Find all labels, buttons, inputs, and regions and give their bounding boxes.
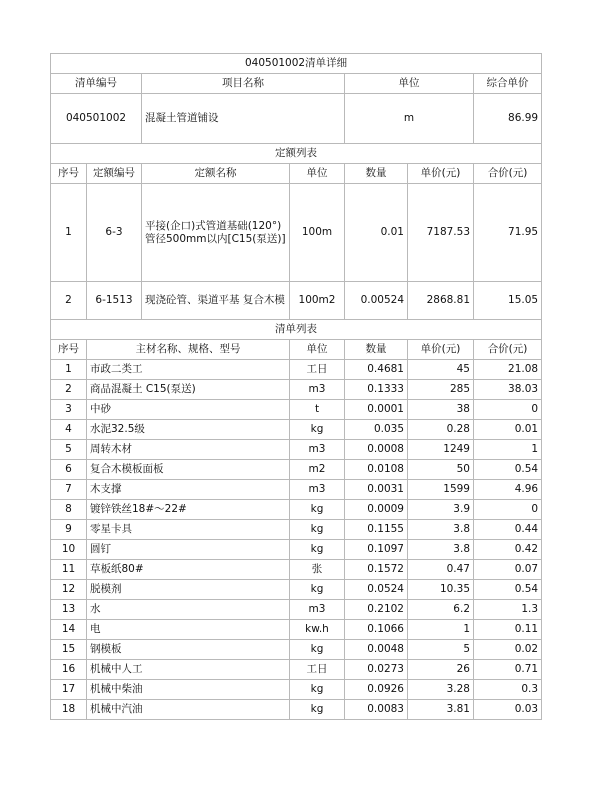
material-row xyxy=(51,560,542,580)
material-name: 脱模剂 xyxy=(87,580,290,600)
material-price: 26 xyxy=(408,660,474,680)
material-row xyxy=(51,580,542,600)
material-row xyxy=(51,620,542,640)
material-qty: 0.0048 xyxy=(345,640,408,660)
material-name: 商品混凝土 C15(泵送) xyxy=(87,380,290,400)
bill-name: 混凝土管道铺设 xyxy=(142,94,345,144)
material-seq-header: 序号 xyxy=(51,340,87,360)
quota-total-header: 合价(元) xyxy=(474,164,542,184)
material-total: 0.02 xyxy=(474,640,542,660)
material-total-header: 合价(元) xyxy=(474,340,542,360)
material-unit: t xyxy=(290,400,345,420)
material-name: 零星卡具 xyxy=(87,520,290,540)
material-row xyxy=(51,420,542,440)
material-qty: 0.1333 xyxy=(345,380,408,400)
material-seq: 7 xyxy=(51,480,87,500)
material-price-header: 单价(元) xyxy=(408,340,474,360)
material-name: 机械中柴油 xyxy=(87,680,290,700)
material-seq: 6 xyxy=(51,460,87,480)
material-name-header: 主材名称、规格、型号 xyxy=(87,340,290,360)
material-name: 水 xyxy=(87,600,290,620)
material-seq: 2 xyxy=(51,380,87,400)
quota-name: 平接(企口)式管道基础(120°)管径500mm以内[C15(泵送)] xyxy=(142,184,290,282)
material-unit: kg xyxy=(290,580,345,600)
material-total: 0.3 xyxy=(474,680,542,700)
bill-price-header: 综合单价 xyxy=(474,74,542,94)
material-seq: 4 xyxy=(51,420,87,440)
material-total: 0.01 xyxy=(474,420,542,440)
material-total: 0.42 xyxy=(474,540,542,560)
material-qty: 0.1066 xyxy=(345,620,408,640)
material-seq: 18 xyxy=(51,700,87,720)
material-name: 机械中人工 xyxy=(87,660,290,680)
material-unit: m3 xyxy=(290,600,345,620)
material-price: 0.28 xyxy=(408,420,474,440)
material-qty: 0.4681 xyxy=(345,360,408,380)
material-list xyxy=(51,360,542,720)
material-unit: m3 xyxy=(290,480,345,500)
material-seq: 15 xyxy=(51,640,87,660)
quota-section-title: 定额列表 xyxy=(51,144,542,164)
quota-qty-header: 数量 xyxy=(345,164,408,184)
material-total: 1.3 xyxy=(474,600,542,620)
material-price: 1 xyxy=(408,620,474,640)
quota-code: 6-1513 xyxy=(87,282,142,320)
material-total: 0 xyxy=(474,500,542,520)
material-unit: 张 xyxy=(290,560,345,580)
quota-code-header: 定额编号 xyxy=(87,164,142,184)
material-name: 中砂 xyxy=(87,400,290,420)
material-price: 0.47 xyxy=(408,560,474,580)
material-qty: 0.0926 xyxy=(345,680,408,700)
material-seq: 3 xyxy=(51,400,87,420)
material-qty: 0.2102 xyxy=(345,600,408,620)
material-unit: kg xyxy=(290,420,345,440)
material-name: 电 xyxy=(87,620,290,640)
material-row xyxy=(51,460,542,480)
material-unit: kg xyxy=(290,640,345,660)
material-name: 钢模板 xyxy=(87,640,290,660)
material-qty: 0.1155 xyxy=(345,520,408,540)
material-section-title: 清单列表 xyxy=(51,320,542,340)
quota-code: 6-3 xyxy=(87,184,142,282)
material-row xyxy=(51,440,542,460)
material-row xyxy=(51,360,542,380)
material-row xyxy=(51,380,542,400)
quota-seq: 2 xyxy=(51,282,87,320)
material-price: 1249 xyxy=(408,440,474,460)
material-row xyxy=(51,660,542,680)
material-unit: kg xyxy=(290,540,345,560)
material-price: 3.8 xyxy=(408,540,474,560)
quota-total: 15.05 xyxy=(474,282,542,320)
material-unit: kg xyxy=(290,700,345,720)
material-qty: 0.0001 xyxy=(345,400,408,420)
material-total: 0.54 xyxy=(474,460,542,480)
material-unit: kg xyxy=(290,680,345,700)
quota-seq-header: 序号 xyxy=(51,164,87,184)
material-row xyxy=(51,600,542,620)
bill-header-row xyxy=(51,74,542,94)
bill-detail-table xyxy=(50,53,542,720)
quota-unit: 100m xyxy=(290,184,345,282)
material-qty: 0.0083 xyxy=(345,700,408,720)
quota-name: 现浇砼管、渠道平基 复合木模 xyxy=(142,282,290,320)
bill-unit: m xyxy=(345,94,474,144)
material-row xyxy=(51,480,542,500)
material-price: 3.81 xyxy=(408,700,474,720)
material-unit: 工日 xyxy=(290,360,345,380)
material-total: 1 xyxy=(474,440,542,460)
material-qty: 0.1572 xyxy=(345,560,408,580)
material-unit: 工日 xyxy=(290,660,345,680)
material-seq: 10 xyxy=(51,540,87,560)
quota-name-header: 定额名称 xyxy=(142,164,290,184)
material-seq: 11 xyxy=(51,560,87,580)
quota-qty: 0.00524 xyxy=(345,282,408,320)
quota-row xyxy=(51,282,542,320)
material-qty: 0.1097 xyxy=(345,540,408,560)
material-qty-header: 数量 xyxy=(345,340,408,360)
material-total: 0 xyxy=(474,400,542,420)
material-seq: 13 xyxy=(51,600,87,620)
material-seq: 1 xyxy=(51,360,87,380)
material-row xyxy=(51,400,542,420)
material-seq: 12 xyxy=(51,580,87,600)
title-row xyxy=(51,54,542,74)
material-name: 圆钉 xyxy=(87,540,290,560)
quota-section-row xyxy=(51,144,542,164)
material-qty: 0.0009 xyxy=(345,500,408,520)
material-price: 45 xyxy=(408,360,474,380)
quota-price: 2868.81 xyxy=(408,282,474,320)
material-name: 复合木模板面板 xyxy=(87,460,290,480)
quota-qty: 0.01 xyxy=(345,184,408,282)
material-total: 0.11 xyxy=(474,620,542,640)
quota-price: 7187.53 xyxy=(408,184,474,282)
material-total: 4.96 xyxy=(474,480,542,500)
quota-unit: 100m2 xyxy=(290,282,345,320)
material-price: 1599 xyxy=(408,480,474,500)
quota-row xyxy=(51,184,542,282)
material-row xyxy=(51,500,542,520)
material-price: 38 xyxy=(408,400,474,420)
material-seq: 14 xyxy=(51,620,87,640)
material-name: 水泥32.5级 xyxy=(87,420,290,440)
material-name: 木支撑 xyxy=(87,480,290,500)
material-qty: 0.0524 xyxy=(345,580,408,600)
material-qty: 0.035 xyxy=(345,420,408,440)
material-unit: m2 xyxy=(290,460,345,480)
quota-seq: 1 xyxy=(51,184,87,282)
material-price: 6.2 xyxy=(408,600,474,620)
material-name: 镀锌铁丝18#～22# xyxy=(87,500,290,520)
material-qty: 0.0031 xyxy=(345,480,408,500)
quota-total: 71.95 xyxy=(474,184,542,282)
sheet-title: 040501002清单详细 xyxy=(51,54,542,74)
bill-unit-header: 单位 xyxy=(345,74,474,94)
material-name: 机械中汽油 xyxy=(87,700,290,720)
bill-code-header: 清单编号 xyxy=(51,74,142,94)
bill-price: 86.99 xyxy=(474,94,542,144)
material-total: 0.44 xyxy=(474,520,542,540)
material-price: 10.35 xyxy=(408,580,474,600)
material-total: 0.07 xyxy=(474,560,542,580)
material-price: 3.28 xyxy=(408,680,474,700)
material-total: 0.03 xyxy=(474,700,542,720)
material-name: 周转木材 xyxy=(87,440,290,460)
material-total: 0.54 xyxy=(474,580,542,600)
material-qty: 0.0273 xyxy=(345,660,408,680)
material-seq: 9 xyxy=(51,520,87,540)
material-unit: m3 xyxy=(290,380,345,400)
material-seq: 17 xyxy=(51,680,87,700)
material-price: 50 xyxy=(408,460,474,480)
material-total: 21.08 xyxy=(474,360,542,380)
quota-unit-header: 单位 xyxy=(290,164,345,184)
bill-name-header: 项目名称 xyxy=(142,74,345,94)
material-name: 市政二类工 xyxy=(87,360,290,380)
material-unit: kw.h xyxy=(290,620,345,640)
material-row xyxy=(51,640,542,660)
material-price: 3.9 xyxy=(408,500,474,520)
material-qty: 0.0008 xyxy=(345,440,408,460)
material-row xyxy=(51,680,542,700)
material-name: 草板纸80# xyxy=(87,560,290,580)
quota-header-row xyxy=(51,164,542,184)
material-price: 3.8 xyxy=(408,520,474,540)
material-price: 5 xyxy=(408,640,474,660)
material-unit-header: 单位 xyxy=(290,340,345,360)
material-qty: 0.0108 xyxy=(345,460,408,480)
material-unit: kg xyxy=(290,500,345,520)
material-total: 0.71 xyxy=(474,660,542,680)
material-unit: m3 xyxy=(290,440,345,460)
quota-price-header: 单价(元) xyxy=(408,164,474,184)
bill-code: 040501002 xyxy=(51,94,142,144)
material-seq: 8 xyxy=(51,500,87,520)
material-seq: 5 xyxy=(51,440,87,460)
material-row xyxy=(51,540,542,560)
bill-detail-sheet xyxy=(50,53,541,720)
material-unit: kg xyxy=(290,520,345,540)
material-row xyxy=(51,700,542,720)
material-row xyxy=(51,520,542,540)
material-seq: 16 xyxy=(51,660,87,680)
bill-row xyxy=(51,94,542,144)
material-section-row xyxy=(51,320,542,340)
material-price: 285 xyxy=(408,380,474,400)
material-total: 38.03 xyxy=(474,380,542,400)
material-header-row xyxy=(51,340,542,360)
